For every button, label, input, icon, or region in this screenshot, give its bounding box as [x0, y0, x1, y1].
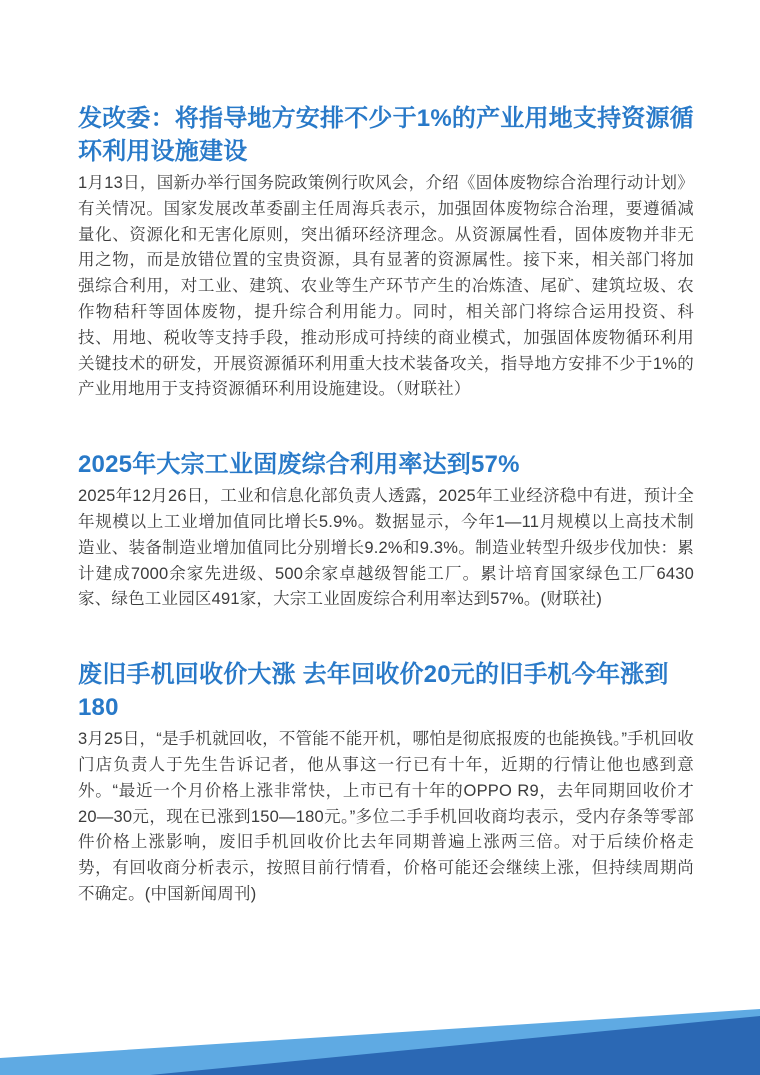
footer-decoration	[0, 985, 760, 1075]
footer-light-ribbon	[0, 1009, 760, 1075]
article-title: 废旧手机回收价大涨 去年回收价20元的旧手机今年涨到180	[78, 661, 669, 722]
article-title: 2025年大宗工业固废综合利用率达到57%	[78, 451, 520, 479]
article-body: 1月13日，国新办举行国务院政策例行吹风会，介绍《固体废物综合治理行动计划》有关情况。国家发展改革委副主任周海兵表示，加强固体废物综合治理，要遵循减量化、资源化和无害化原则，突出循环经济理念。从资源属性看，固体废物并非无用之物，而是放错位置的宝贵资源，具有显著的资源属性。接下来，相关部门将加强综合利用，对工业、建筑、农业等生产环节产生的冶炼渣、尾矿、建筑垃圾、农作物秸秆等固体废物，提升综合利用能力。同时，相关部门将综合运用投资、科技、用地、税收等支持手段，推动形成可持续的商业模式，加强固体废物循环利用关键技术的研发，开展资源循环利用重大技术装备攻关，指导地方安排不少于1%的产业用地用于支持资源循环利用设施建设。（财联社）	[78, 174, 694, 399]
article-section	[78, 102, 694, 403]
article-section	[78, 448, 694, 613]
article-body: 3月25日，“是手机就回收，不管能不能开机，哪怕是彻底报废的也能换钱。”手机回收门店负责人于先生告诉记者，他从事这一行已有十年，近期的行情让他也感到意外。“最近一个月价格上涨非常快，上市已有十年的OPPO R9，去年同期回收价才20—30元，现在已涨到150—180元。”多位二手手机回收商均表示，受内存条等零部件价格上涨影响，废旧手机回收价比去年同期普遍上涨两三倍。对于后续价格走势，有回收商分析表示，按照目前行情看，价格可能还会继续上涨，但持续周期尚不确定。(中国新闻周刊)	[78, 730, 694, 903]
articles-column	[78, 102, 694, 908]
article-section	[78, 658, 694, 908]
article-title: 发改委：将指导地方安排不少于1%的产业用地支持资源循环利用设施建设	[78, 105, 694, 165]
article-body: 2025年12月26日，工业和信息化部负责人透露，2025年工业经济稳中有进，预计全年规模以上工业增加值同比增长5.9%。数据显示，今年1—11月规模以上高技术制造业、装备制造业增加值同比分别增长9.2%和9.3%。制造业转型升级步伐加快：累计建成7000余家先进级、500余家卓越级智能工厂。累计培育国家绿色工厂6430家、绿色工业园区491家，大宗工业固废综合利用率达到57%。(财联社)	[78, 487, 694, 609]
footer-dark-ribbon	[150, 1016, 760, 1075]
